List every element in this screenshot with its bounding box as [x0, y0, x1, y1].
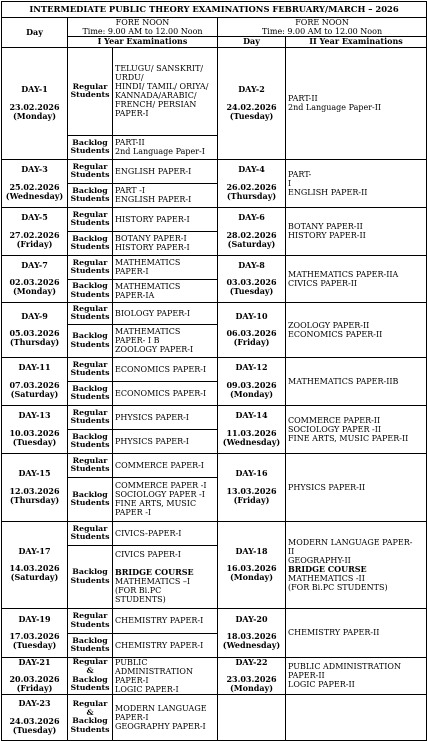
- first-year-subject-cell: [113, 545, 218, 608]
- exam-row: [2, 357, 427, 381]
- exam-row: [2, 302, 427, 324]
- day-date: 24.02.2026: [226, 101, 277, 112]
- first-year-subject-cell: [113, 381, 218, 405]
- student-category: Regular Students: [68, 255, 113, 279]
- subject-line: BRIDGE COURSE: [115, 566, 194, 577]
- day-day: DAY-4: [238, 164, 265, 175]
- exam-timetable-sheet: [1, 1, 426, 741]
- day-weekday: (Wednesday): [5, 190, 64, 201]
- student-category: Regular Students: [68, 405, 113, 429]
- student-category: Regular Students: [68, 207, 113, 231]
- student-category: Regular Students: [68, 47, 113, 135]
- day-weekday: (Monday): [12, 110, 56, 121]
- day-date: 07.03.2026: [9, 379, 60, 390]
- day-weekday: (Friday): [233, 494, 270, 505]
- day-weekday: (Tuesday): [12, 640, 57, 651]
- subject-line: MATHEMATICS -II: [288, 573, 365, 583]
- first-year-subject-cell: [113, 231, 218, 255]
- first-year-day-cell: [2, 521, 68, 608]
- subject-line: COMMERCE PAPER -I: [115, 481, 207, 491]
- subject-line: HISTORY PAPER-II: [288, 231, 366, 241]
- student-category: Regular & Backlog Students: [68, 694, 113, 740]
- first-year-subject-cell: [113, 255, 218, 279]
- subject-line: BOTANY PAPER-I: [115, 234, 187, 244]
- subject-line: (FOR Bi.PC: [115, 585, 162, 595]
- subject-line: PAPER- I B: [115, 336, 160, 346]
- day-day: DAY-13: [18, 410, 51, 421]
- day-day: DAY-6: [238, 212, 265, 223]
- student-category: Regular & Backlog Students: [68, 657, 113, 694]
- student-category: Backlog Students: [68, 183, 113, 207]
- day-weekday: (Saturday): [10, 388, 59, 399]
- day-day: DAY-22: [235, 657, 268, 667]
- day-date: 25.02.2026: [9, 181, 60, 192]
- subject-line: TELUGU/ SANSKRIT/: [115, 64, 204, 74]
- subject-line: MATHEMATICS –I: [115, 576, 191, 586]
- subject-line: PAPER -I: [115, 508, 152, 518]
- subject-line: PAPER-I: [115, 267, 149, 277]
- first-year-day-cell: [2, 255, 68, 302]
- timetable-title: INTERMEDIATE PUBLIC THEORY EXAMINATIONS FEBRUARY/MARCH – 2026: [2, 2, 427, 18]
- exam-row: [2, 159, 427, 183]
- subject-line: ENGLISH PAPER-I: [115, 195, 192, 205]
- session-label: FORE NOON: [295, 18, 349, 27]
- first-year-header: I Year Examinations: [68, 37, 218, 47]
- student-category: Backlog Students: [68, 381, 113, 405]
- subject-line: MODERN LANGUAGE: [115, 703, 207, 713]
- student-category: Backlog Students: [68, 633, 113, 657]
- first-year-day-cell: [2, 302, 68, 357]
- subject-line: PART-II: [288, 94, 318, 104]
- day-weekday: (Monday): [12, 286, 56, 297]
- session-label: FORE NOON: [115, 18, 170, 27]
- second-year-day-cell: [218, 405, 286, 453]
- subject-line: PUBLIC ADMINISTRATION: [288, 662, 401, 672]
- second-year-day-cell: [218, 207, 286, 255]
- day-weekday: (Tuesday): [229, 286, 274, 297]
- day-day: DAY-18: [235, 545, 268, 556]
- day-day: DAY-16: [235, 468, 268, 479]
- student-category: Regular Students: [68, 159, 113, 183]
- second-year-subject-cell: [286, 521, 427, 608]
- day-weekday: (Thursday): [226, 190, 277, 201]
- second-year-subject-cell: [286, 302, 427, 357]
- subject-line: CHEMISTRY PAPER-II: [288, 628, 380, 638]
- subject-line: PAPER-IA: [115, 290, 155, 300]
- student-category: Regular Students: [68, 608, 113, 633]
- subject-line: HISTORY PAPER-I: [115, 243, 190, 253]
- subject-line: PHYSICS PAPER-I: [115, 412, 189, 422]
- day-day: DAY-5: [21, 212, 48, 223]
- first-year-day-cell: [2, 694, 68, 740]
- second-year-day-cell: [218, 255, 286, 302]
- subject-line: PART-: [288, 169, 312, 179]
- subject-line: FINE ARTS, MUSIC: [115, 499, 197, 509]
- first-year-subject-cell: [113, 477, 218, 521]
- student-category: Regular Students: [68, 302, 113, 324]
- first-year-day-cell: [2, 47, 68, 159]
- student-category: Backlog Students: [68, 545, 113, 608]
- day-date: 14.03.2026: [9, 563, 60, 573]
- day-header-right: Day: [218, 37, 286, 47]
- student-category: Backlog Students: [68, 324, 113, 357]
- subject-line: MATHEMATICS: [115, 281, 181, 291]
- subject-line: PAPER-II: [288, 671, 325, 681]
- subject-line: ZOOLOGY PAPER-I: [115, 345, 194, 355]
- second-year-subject-cell: [286, 255, 427, 302]
- first-year-subject-cell: [113, 207, 218, 231]
- subject-line: PHYSICS PAPER-II: [288, 482, 366, 492]
- subject-line: ECONOMICS PAPER-I: [115, 364, 207, 374]
- day-date: 06.03.2026: [226, 328, 277, 338]
- subject-line: HISTORY PAPER-I: [115, 214, 190, 224]
- day-weekday: (Thursday): [9, 337, 60, 348]
- subject-line: 2nd Language Paper-II: [288, 103, 382, 113]
- session-header-second-year: [218, 18, 427, 37]
- first-year-subject-cell: [113, 324, 218, 357]
- subject-line: (FOR Bi.PC STUDENTS): [288, 582, 388, 592]
- day-weekday: (Friday): [233, 337, 270, 348]
- second-year-day-cell: [218, 453, 286, 521]
- day-date: 24.03.2026: [9, 715, 60, 726]
- exam-row: [2, 47, 427, 135]
- subject-line: ECONOMICS PAPER-I: [115, 388, 207, 398]
- subject-line: PAPER-I: [115, 109, 149, 119]
- subject-line: PART -I: [115, 186, 146, 196]
- second-year-header: II Year Examinations: [286, 37, 427, 47]
- day-day: DAY-3: [21, 164, 48, 175]
- subject-line: CHEMISTRY PAPER-I: [115, 616, 204, 626]
- day-day: DAY-8: [238, 259, 265, 270]
- day-header-left: Day: [2, 18, 68, 48]
- day-weekday: (Monday): [229, 388, 273, 399]
- exam-row: [2, 608, 427, 633]
- second-year-subject-cell: [286, 657, 427, 694]
- subject-line: MATHEMATICS PAPER-IIB: [288, 376, 399, 386]
- exam-row: [2, 453, 427, 477]
- day-weekday: (Thursday): [9, 494, 60, 505]
- day-day: DAY-14: [235, 410, 268, 421]
- subject-line: MODERN LANGUAGE PAPER-: [288, 537, 413, 547]
- subject-line: KANNADA/ARABIC/: [115, 91, 197, 101]
- first-year-subject-cell: [113, 302, 218, 324]
- day-weekday: (Wednesday): [222, 436, 281, 447]
- second-year-day-cell: [218, 357, 286, 405]
- first-year-subject-cell: [113, 429, 218, 453]
- time-label: Time: 9.00 AM to 12.00 Noon: [261, 27, 383, 37]
- subject-line: ENGLISH PAPER-II: [288, 187, 368, 197]
- subject-line: COMMERCE PAPER-I: [115, 460, 204, 470]
- first-year-subject-cell: [113, 657, 218, 694]
- day-day: DAY-9: [21, 310, 48, 321]
- day-day: DAY-21: [18, 657, 51, 667]
- subject-line: STUDENTS): [115, 594, 166, 604]
- day-date: 09.03.2026: [226, 379, 277, 390]
- second-year-subject-cell: [286, 357, 427, 405]
- second-year-day-cell: [218, 47, 286, 159]
- day-weekday: (Wednesday): [222, 640, 281, 651]
- day-day: DAY-20: [235, 613, 268, 624]
- first-year-day-cell: [2, 453, 68, 521]
- subject-line: CHEMISTRY PAPER-I: [115, 640, 204, 650]
- day-date: 23.02.2026: [9, 101, 60, 112]
- day-date: 12.03.2026: [9, 485, 60, 496]
- subject-line: PAPER-I: [115, 712, 149, 722]
- second-year-subject-cell: [286, 159, 427, 207]
- subject-line: FINE ARTS, MUSIC PAPER-II: [288, 433, 409, 443]
- subject-line: LOGIC PAPER-I: [115, 684, 179, 694]
- day-day: DAY-19: [18, 613, 51, 624]
- student-category: Regular Students: [68, 453, 113, 477]
- first-year-subject-cell: [113, 633, 218, 657]
- subject-line: MATHEMATICS: [115, 327, 181, 337]
- second-year-day-cell: [218, 302, 286, 357]
- exam-row: [2, 521, 427, 545]
- subject-line: II: [288, 546, 295, 556]
- subject-line: SOCIOLOGY PAPER -I: [115, 490, 205, 500]
- subject-line: ADMINISTRATION: [115, 666, 193, 676]
- student-category: Regular Students: [68, 357, 113, 381]
- day-weekday: (Saturday): [227, 238, 276, 249]
- student-category: Backlog Students: [68, 429, 113, 453]
- second-year-subject-cell: [286, 405, 427, 453]
- day-day: DAY-10: [235, 310, 268, 321]
- day-day: DAY-23: [18, 698, 51, 709]
- first-year-day-cell: [2, 608, 68, 657]
- day-date: 05.03.2026: [9, 328, 60, 338]
- day-date: 27.02.2026: [9, 229, 60, 240]
- first-year-subject-cell: [113, 521, 218, 545]
- first-year-subject-cell: [113, 608, 218, 633]
- second-year-subject-cell: [286, 608, 427, 657]
- day-day: DAY-2: [238, 84, 265, 95]
- second-year-subject-cell: [286, 453, 427, 521]
- day-date: 13.03.2026: [226, 485, 277, 496]
- student-category: Backlog Students: [68, 279, 113, 302]
- subject-line: MATHEMATICS: [115, 258, 181, 268]
- day-date: 20.03.2026: [9, 674, 60, 684]
- day-date: 10.03.2026: [9, 427, 60, 438]
- student-category: Backlog Students: [68, 231, 113, 255]
- subject-line: BIOLOGY PAPER-I: [115, 308, 191, 318]
- day-date: 26.02.2026: [226, 181, 277, 192]
- second-year-subject-cell: [286, 47, 427, 159]
- exam-row: [2, 405, 427, 429]
- day-weekday: (Tuesday): [229, 110, 274, 121]
- first-year-subject-cell: [113, 159, 218, 183]
- first-year-day-cell: [2, 207, 68, 255]
- subject-line: 2nd Language Paper-I: [115, 147, 205, 157]
- day-date: 18.03.2026: [226, 631, 277, 641]
- exam-row: [2, 207, 427, 231]
- second-year-day-cell: [218, 608, 286, 657]
- student-category: Regular Students: [68, 521, 113, 545]
- first-year-subject-cell: [113, 694, 218, 740]
- first-year-day-cell: [2, 357, 68, 405]
- first-year-subject-cell: [113, 357, 218, 381]
- first-year-subject-cell: [113, 47, 218, 135]
- day-weekday: (Tuesday): [12, 436, 57, 447]
- day-date: 28.02.2026: [226, 229, 277, 240]
- subject-line: LOGIC PAPER-II: [288, 680, 355, 690]
- subject-line: FRENCH/ PERSIAN: [115, 100, 197, 110]
- subject-line: CIVICS PAPER-II: [288, 278, 358, 288]
- subject-line: SOCIOLOGY PAPER -II: [288, 424, 382, 434]
- second-year-day-cell: [218, 159, 286, 207]
- student-category: Backlog Students: [68, 477, 113, 521]
- session-header-first-year: [68, 18, 218, 37]
- subject-line: URDU/: [115, 73, 144, 83]
- day-day: DAY-12: [235, 362, 268, 373]
- day-weekday: (Tuesday): [12, 724, 57, 735]
- day-date: 02.03.2026: [9, 277, 60, 287]
- first-year-subject-cell: [113, 279, 218, 302]
- day-day: DAY-17: [18, 545, 51, 556]
- subject-line: COMMERCE PAPER-II: [288, 415, 381, 425]
- subject-line: BOTANY PAPER-II: [288, 222, 363, 232]
- subject-line: BRIDGE COURSE: [288, 563, 367, 574]
- day-day: DAY-7: [21, 259, 48, 270]
- first-year-day-cell: [2, 657, 68, 694]
- first-year-subject-cell: [113, 183, 218, 207]
- first-year-day-cell: [2, 159, 68, 207]
- subject-line: PART-II: [115, 138, 145, 148]
- day-date: 16.03.2026: [226, 563, 277, 573]
- subject-line: CIVICS PAPER-I: [115, 549, 181, 559]
- exam-timetable: [1, 1, 427, 741]
- exam-row: [2, 657, 427, 694]
- subject-line: PHYSICS PAPER-I: [115, 436, 189, 446]
- subject-line: HINDI/ TAMIL/ ORIYA/: [115, 82, 209, 92]
- subject-line: CIVICS-PAPER-I: [115, 528, 182, 538]
- day-day: DAY-11: [18, 362, 51, 373]
- exam-row: [2, 255, 427, 279]
- day-day: DAY-15: [18, 468, 51, 479]
- first-year-subject-cell: [113, 405, 218, 429]
- exam-row: [2, 694, 427, 740]
- subject-line: ZOOLOGY PAPER-II: [288, 320, 370, 330]
- subject-line: I: [288, 178, 292, 188]
- day-date: 11.03.2026: [226, 427, 277, 438]
- first-year-subject-cell: [113, 135, 218, 159]
- subject-line: PAPER-I: [115, 675, 149, 685]
- student-category: Backlog Students: [68, 135, 113, 159]
- day-date: 23.03.2026: [226, 674, 277, 684]
- subject-line: PUBLIC: [115, 657, 148, 667]
- second-year-subject-cell: [286, 694, 427, 740]
- subject-line: ENGLISH PAPER-I: [115, 166, 192, 176]
- second-year-subject-cell: [286, 207, 427, 255]
- subject-line: ECONOMICS PAPER-II: [288, 329, 383, 339]
- day-weekday: (Friday): [16, 238, 53, 249]
- first-year-day-cell: [2, 405, 68, 453]
- day-day: DAY-1: [21, 84, 48, 95]
- subject-line: MATHEMATICS PAPER-IIA: [288, 269, 399, 279]
- time-label: Time: 9.00 AM to 12.00 Noon: [82, 27, 203, 37]
- second-year-day-cell: [218, 521, 286, 608]
- subject-line: GEOGRAPHY-II: [288, 555, 351, 565]
- first-year-subject-cell: [113, 453, 218, 477]
- day-weekday: (Monday): [229, 683, 273, 694]
- day-date: 03.03.2026: [226, 277, 277, 287]
- second-year-day-cell: [218, 657, 286, 694]
- second-year-day-cell: [218, 694, 286, 740]
- subject-line: GEOGRAPHY PAPER-I: [115, 721, 206, 731]
- day-weekday: (Friday): [16, 683, 53, 694]
- day-weekday: (Monday): [229, 572, 273, 583]
- day-weekday: (Saturday): [10, 572, 59, 583]
- day-date: 17.03.2026: [9, 631, 60, 641]
